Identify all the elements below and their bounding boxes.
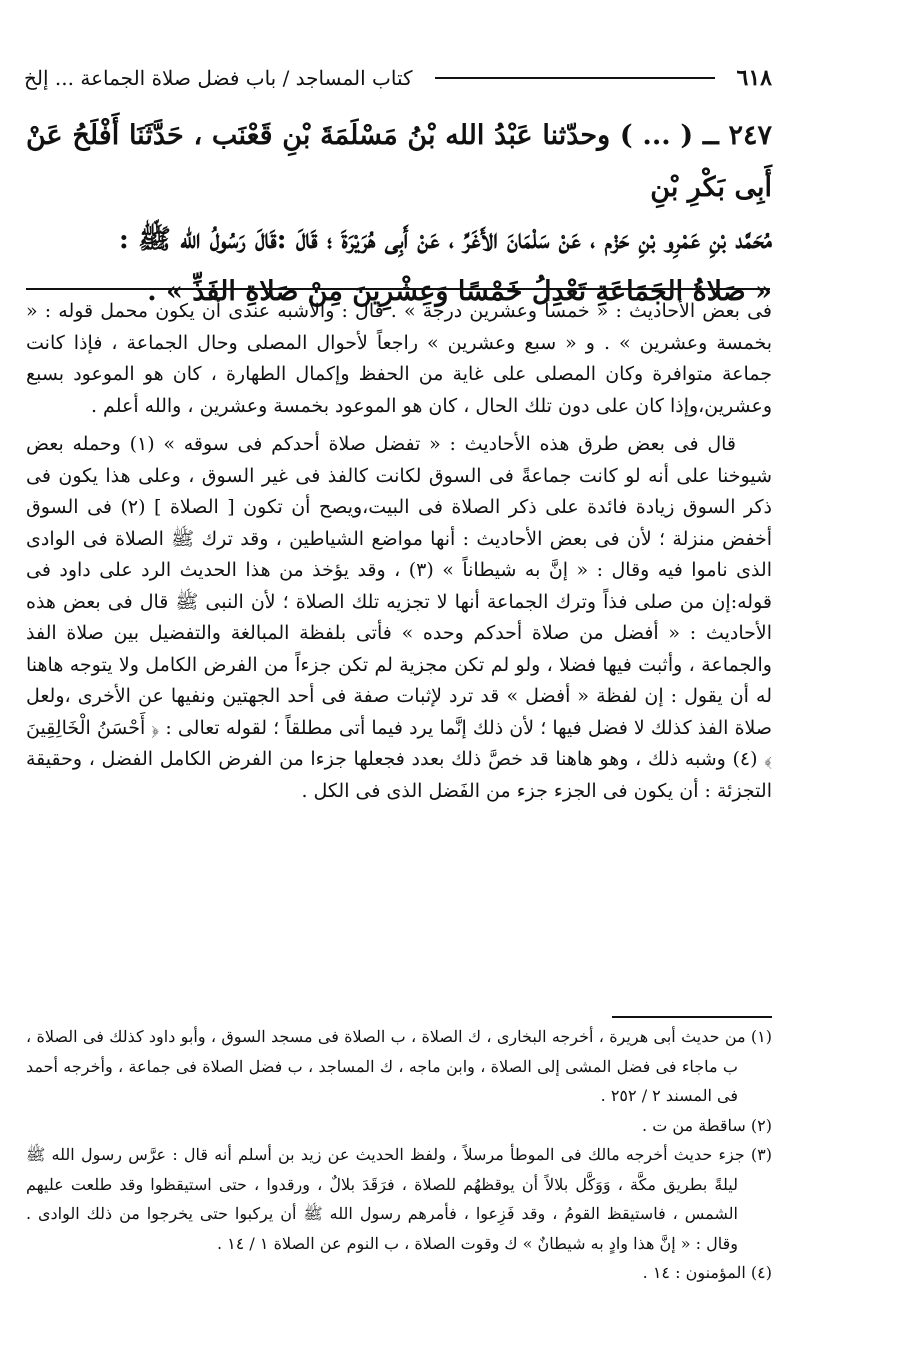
hadith-line: مُحَمَّد بْنِ عَمْرِو بْنِ حَزْم ، عَنْ سَلْمَانَ الأَغَرِّ ، عَنْ أَبِى هُرَيْرَةَ ؛ قَالَ :قَالَ رَسُولُ الله ﷺ : [118, 224, 772, 255]
commentary-paragraph: قال فى بعض طرق هذه الأحاديث : « تفضل صلاة أحدكم فى سوقه » (١) وحمله بعض شيوخنا على أنه لو كانت جماعةً فى السوق لكانت كالفذ فى غير السوق ، وعلى هذا يكون فى ذكر السوق زيادة فائدة على ذكر الصلاة فى البيت،ويصح أن تكون [ الصلاة ] (٢) فى السوق أخفض منزلة ؛ لأن فى بعض الأحاديث : أنها مواضع الشياطين ، وقد ترك ﷺ الصلاة فى الوادى الذى ناموا فيه وقال : « إنَّ به شيطاناً » (٣) ، وقد يؤخذ من هذا الحديث الرد على داود فى قوله:إن من صلى فذاً وترك الجماعة أنها لا تجزيه تلك الصلاة ؛ لأن النبى ﷺ قال فى بعض هذه الأحاديث : « أفضل من صلاة أحدكم وحده » فأتى بلفظة المبالغة والتفضيل بين صلاة الفذ والجماعة ، وأثبت فيها فضلا ، ولو لم تكن مجزية لم تكن جزءاً من الفرض الكامل ولا يتوجه هاهنا له أن يقول : إن لفظة « أفضل » قد ترد لإثبات صفة فى أحد الجهتين ونفيها عن الأخرى ،ولعل صلاة الفذ كذلك لا فضل فيها ؛ لأن ذلك إنَّما يرد فيما أتى مطلقاً ؛ لقوله تعالى : ﴿ أَحْسَنُ الْخَالِقِينَ ﴾ (٤) وشبه ذلك ، وهو هاهنا قد خصَّ ذلك بعدد فجعلها جزءا من الفرض الكامل الفضل ، وحقيقة التجزئة : أن يكون فى الجزء جزء من الفَضل الذى فى الكل . [26, 433, 772, 802]
header-rule [435, 77, 715, 79]
footnotes [26, 1022, 772, 1288]
commentary [26, 296, 772, 814]
page-number: ٦١٨ [736, 65, 772, 91]
running-header [24, 62, 772, 94]
running-title: كتاب المساجد / باب فضل صلاة الجماعة ... إلخ [24, 66, 413, 90]
footnote: (١) من حديث أبى هريرة ، أخرجه البخارى ، ك الصلاة ، ب الصلاة فى مسجد السوق ، وأبو داود كذلك فى الصلاة ، ب ماجاء فى فضل المشى إلى الصلاة ، وابن ماجه ، ك المساجد ، ب فضل الصلاة فى جماعة ، وأخرجه أحمد فى المسند ٢ / ٢٥٢ . [26, 1027, 772, 1105]
footnote: (٤) المؤمنون : ١٤ . [642, 1263, 772, 1282]
commentary-paragraph: فى بعض الأحاديث : « خمساً وعشرين درجة » . قال : والأشبه عندى أن يكون محمل قوله : « بخمسة وعشرين » . و « سبع وعشرين » راجعاً لأحوال المصلى وحال الجماعة ، فإذا كانت جماعة متوافرة وكان المصلى على غاية من الحفظ وإكمال الطهارة ، كان هو الموعود بسبع وعشرين،وإذا كان على دون تلك الحال ، كان هو الموعود بخمسة وعشرين ، والله أعلم . [26, 300, 772, 417]
footnote-separator [612, 1016, 772, 1018]
hadith-text [26, 110, 772, 318]
footnote: (٢) ساقطة من ت . [642, 1115, 772, 1135]
footnote: (٣) جزء حديث أخرجه مالك فى الموطأ مرسلاً ، ولفظ الحديث عن زيد بن أسلم أنه قال : عرَّس رسول الله ﷺ ليلةً بطريق مكَّة ، وَوَكَّل بلالاً أن يوقظهُم للصلاة ، فرَقَدَ بلالٌ ، ورقدوا ، حتى استيقظوا وقد طلعت عليهم الشمس ، فاستيقظ القومُ ، وقد فَزِعوا ، فأمرهم رسول الله ﷺ أن يركبوا حتى يخرجوا من ذلك الوادى . وقال : « إنَّ هذا وادٍ به شيطانٌ » ك وقوت الصلاة ، ب النوم عن الصلاة ١ / ١٤ . [26, 1145, 772, 1253]
hadith-line: ٢٤٧ ــ ( ... ) وحدّثنا عَبْدُ الله بْنُ مَسْلَمَةَ بْنِ قَعْنَب ، حَدَّثَنَا أَفْلَحُ عَنْ أَبِى بَكْرِ بْنِ [26, 120, 772, 203]
hadith-line: « صَلاةُ الجَمَاعَةِ تَعْدِلُ خَمْسًا وَعِشْرِينَ مِنْ صَلاةِ الفَذِّ » . [147, 276, 772, 307]
main-separator [26, 288, 770, 290]
